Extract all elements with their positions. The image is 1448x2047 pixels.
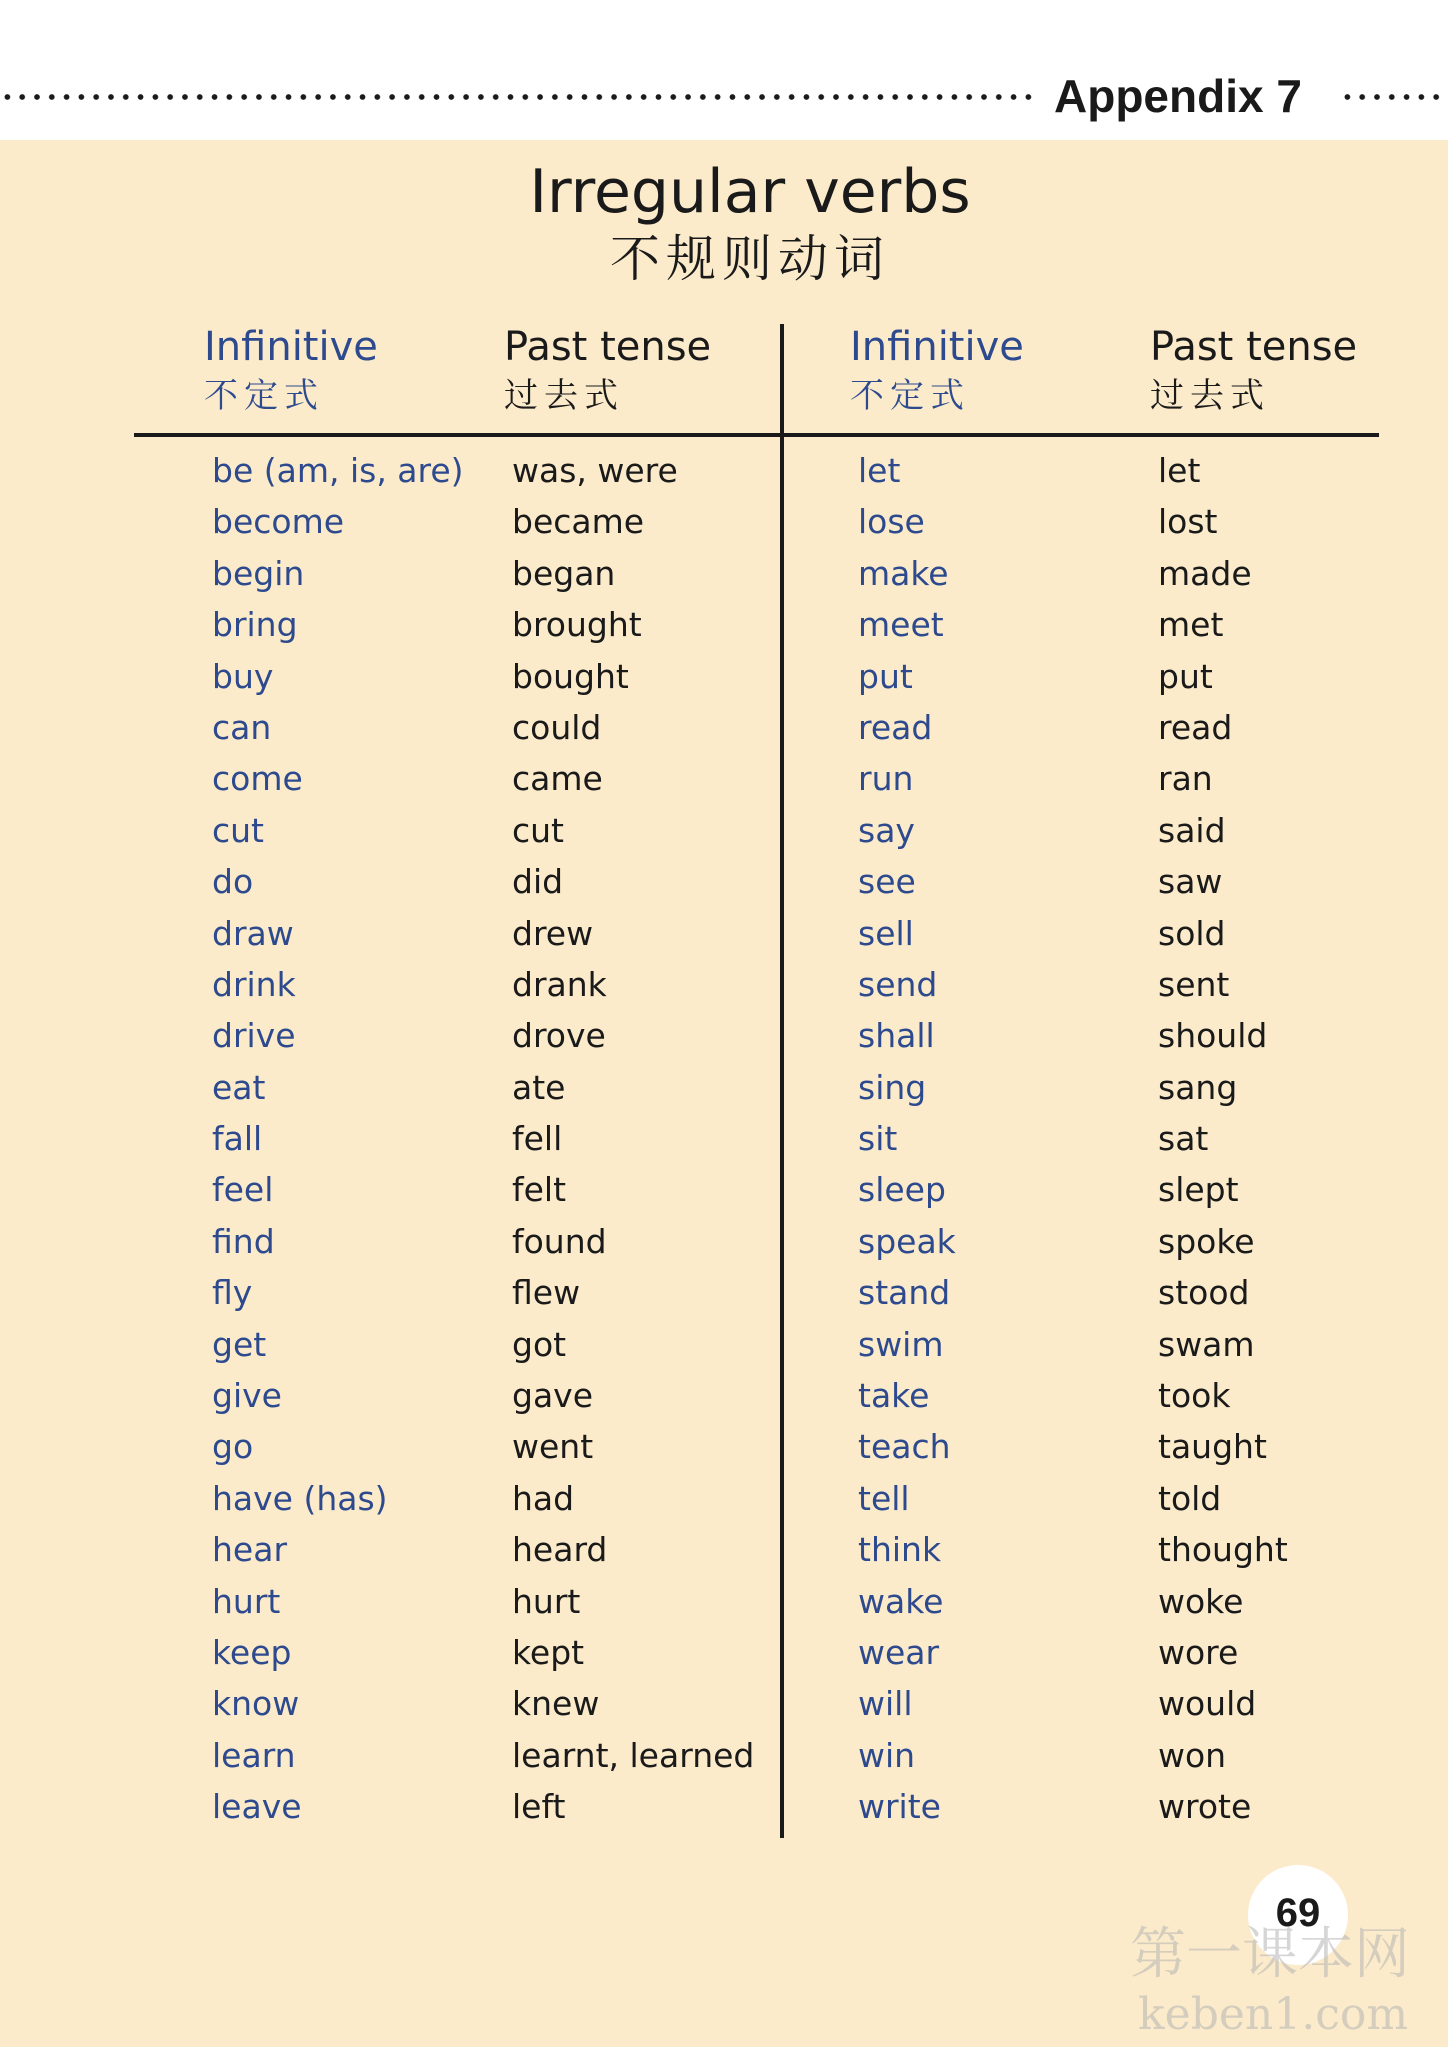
infinitive-cell: stand [858,1273,951,1313]
past-tense-cell: read [1158,707,1233,747]
header-infinitive-right [850,322,1024,420]
infinitive-cell: sleep [858,1170,946,1210]
past-tense-cell: found [512,1221,607,1261]
watermark-text: 第一课本网 [1130,1922,1410,1987]
infinitive-cell: have (has) [212,1478,388,1518]
past-tense-cell: fell [512,1119,563,1159]
infinitive-cell: come [212,759,303,799]
infinitive-cell: keep [212,1632,292,1672]
past-tense-cell: began [512,553,616,593]
infinitive-cell: can [212,707,272,747]
header-infinitive-en: Infinitive [204,324,378,370]
past-tense-cell: hurt [512,1581,581,1621]
infinitive-cell: cut [212,810,264,850]
infinitive-cell: win [858,1735,916,1775]
infinitive-cell: say [858,810,915,850]
past-tense-cell: knew [512,1684,600,1724]
past-tense-cell: saw [1158,862,1223,902]
dotted-rule-left [0,94,1040,100]
past-tense-cell: slept [1158,1170,1239,1210]
infinitive-cell: hurt [212,1581,281,1621]
infinitive-cell: begin [212,553,305,593]
infinitive-cell: find [212,1221,275,1261]
infinitive-cell: fly [212,1273,253,1313]
past-tense-cell: felt [512,1170,567,1210]
infinitive-cell: will [858,1684,913,1724]
past-tense-cell: brought [512,605,642,645]
left-past-column [512,445,754,1833]
infinitive-cell: think [858,1530,942,1570]
past-tense-cell: learnt, learned [512,1735,755,1775]
left-infinitive-column [212,445,464,1833]
past-tense-cell: sang [1158,1067,1238,1107]
past-tense-cell: drew [512,913,594,953]
infinitive-cell: do [212,862,254,902]
past-tense-cell: gave [512,1376,594,1416]
past-tense-cell: thought [1158,1530,1288,1570]
infinitive-cell: learn [212,1735,296,1775]
infinitive-cell: feel [212,1170,274,1210]
past-tense-cell: met [1158,605,1224,645]
past-tense-cell: taught [1158,1427,1267,1467]
header-infinitive-en: Infinitive [850,324,1024,370]
header-past-right [1150,322,1357,420]
past-tense-cell: stood [1158,1273,1250,1313]
infinitive-cell: make [858,553,949,593]
past-tense-cell: heard [512,1530,608,1570]
infinitive-cell: read [858,707,933,747]
infinitive-cell: send [858,964,938,1004]
infinitive-cell: fall [212,1119,263,1159]
infinitive-cell: lose [858,502,925,542]
header-infinitive-left [204,322,378,420]
infinitive-cell: draw [212,913,294,953]
header-infinitive-zh: 不定式 [850,376,970,416]
infinitive-cell: tell [858,1478,910,1518]
infinitive-cell: sell [858,913,914,953]
past-tense-cell: cut [512,810,564,850]
watermark-url: keben1.com [1138,1989,1409,2040]
infinitive-cell: bring [212,605,298,645]
past-tense-cell: ate [512,1067,566,1107]
past-tense-cell: kept [512,1632,585,1672]
infinitive-cell: be (am, is, are) [212,451,464,490]
past-tense-cell: should [1158,1016,1268,1056]
infinitive-cell: swim [858,1324,944,1364]
infinitive-cell: teach [858,1427,951,1467]
header-past-left [504,322,711,420]
past-tense-cell: wore [1158,1632,1239,1672]
infinitive-cell: buy [212,656,274,696]
infinitive-cell: drink [212,964,296,1004]
past-tense-cell: said [1158,810,1226,850]
past-tense-cell: left [512,1787,566,1827]
infinitive-cell: leave [212,1787,302,1827]
infinitive-cell: speak [858,1221,956,1261]
header-past-en: Past tense [1150,324,1358,370]
infinitive-cell: drive [212,1016,296,1056]
infinitive-cell: run [858,759,914,799]
past-tense-cell: lost [1158,502,1218,542]
infinitive-cell: shall [858,1016,935,1056]
infinitive-cell: meet [858,605,944,645]
infinitive-cell: sit [858,1119,898,1159]
past-tense-cell: put [1158,656,1213,696]
infinitive-cell: let [858,451,901,490]
appendix-label: Appendix 7 [1054,70,1302,122]
past-tense-cell: let [1158,451,1201,490]
header-infinitive-zh: 不定式 [204,376,324,416]
past-tense-cell: told [1158,1478,1222,1518]
past-tense-cell: came [512,759,603,799]
infinitive-cell: get [212,1324,267,1364]
infinitive-cell: wear [858,1632,940,1672]
past-tense-cell: ran [1158,759,1213,799]
past-tense-cell: flew [512,1273,581,1313]
header-past-en: Past tense [504,324,712,370]
page-title: Irregular verbs [529,157,971,227]
infinitive-cell: give [212,1376,282,1416]
past-tense-cell: bought [512,656,629,696]
right-past-column [1158,445,1288,1833]
past-tense-cell: spoke [1158,1221,1255,1261]
right-infinitive-column [858,445,956,1833]
page-subtitle: 不规则动词 [610,230,890,288]
infinitive-cell: know [212,1684,300,1724]
past-tense-cell: drove [512,1016,606,1056]
header-rule [134,433,1379,437]
past-tense-cell: had [512,1478,575,1518]
past-tense-cell: went [512,1427,594,1467]
past-tense-cell: woke [1158,1581,1244,1621]
page-number: 69 [1275,1891,1321,1935]
header-past-zh: 过去式 [504,376,624,416]
past-tense-cell: could [512,707,602,747]
header-past-zh: 过去式 [1150,376,1270,416]
past-tense-cell: would [1158,1684,1257,1724]
past-tense-cell: became [512,502,645,542]
infinitive-cell: hear [212,1530,288,1570]
infinitive-cell: wake [858,1581,944,1621]
past-tense-cell: did [512,862,564,902]
infinitive-cell: sing [858,1067,927,1107]
past-tense-cell: made [1158,553,1252,593]
past-tense-cell: got [512,1324,567,1364]
past-tense-cell: took [1158,1376,1231,1416]
past-tense-cell: wrote [1158,1787,1252,1827]
infinitive-cell: write [858,1787,941,1827]
past-tense-cell: sold [1158,913,1226,953]
infinitive-cell: see [858,862,916,902]
infinitive-cell: become [212,502,345,542]
infinitive-cell: eat [212,1067,266,1107]
dotted-rule-right [1340,94,1448,100]
past-tense-cell: drank [512,964,607,1004]
infinitive-cell: go [212,1427,254,1467]
past-tense-cell: won [1158,1735,1227,1775]
past-tense-cell: sat [1158,1119,1209,1159]
past-tense-cell: sent [1158,964,1230,1004]
past-tense-cell: swam [1158,1324,1255,1364]
past-tense-cell: was, were [512,451,678,490]
infinitive-cell: take [858,1376,930,1416]
column-divider [780,324,784,1838]
infinitive-cell: put [858,656,913,696]
